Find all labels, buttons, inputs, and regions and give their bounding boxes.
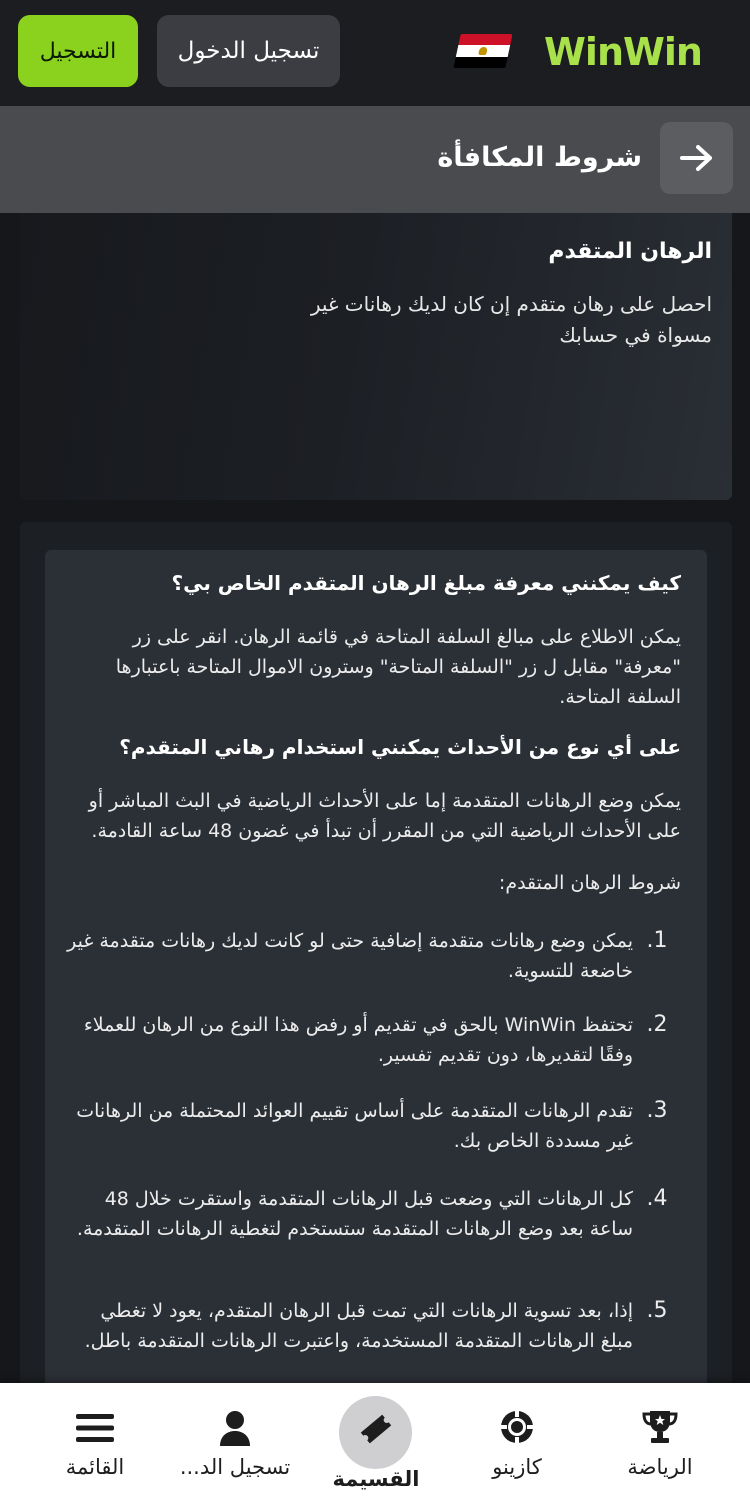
list-item: 5. إذا، بعد تسوية الرهانات التي تمت قبل الرهان المتقدم، يعود لا تغطي مبلغ الرهانات المتقدمة المستخدمة، واعتبرت الرهانات المتقدمة باطل. bbox=[84, 1298, 668, 1352]
nav-item-menu[interactable] bbox=[45, 1383, 145, 1500]
nav-item-casino[interactable] bbox=[467, 1383, 567, 1500]
nav-item-betslip[interactable] bbox=[321, 1383, 431, 1500]
list-item: 3. تقدم الرهانات المتقدمة على أساس تقييم العوائد المحتملة من الرهانات غير مسددة الخاص بك. bbox=[76, 1098, 668, 1152]
intro-heading: الرهان المتقدم bbox=[548, 239, 712, 264]
trophy-icon bbox=[640, 1407, 680, 1447]
nav-label-sports: الرياضة bbox=[627, 1455, 693, 1479]
poker-chip-icon bbox=[499, 1409, 535, 1445]
faq-answer-2: يمكن وضع الرهانات المتقدمة إما على الأحداث الرياضية في البث المباشر أو على الأحداث الرياضية التي من المقرر أن تبدأ في غضون 48 ساعة القادمة. bbox=[88, 790, 681, 842]
list-item: 1. يمكن وضع رهانات متقدمة إضافية حتى لو كانت لديك رهانات متقدمة غير خاضعة للتسوية. bbox=[67, 928, 668, 982]
winwin-logo[interactable]: WinWin bbox=[544, 30, 702, 74]
nav-label-betslip: القسيمة bbox=[332, 1467, 420, 1491]
login-button[interactable]: تسجيل الدخول bbox=[157, 15, 340, 87]
page-title: شروط المكافأة bbox=[437, 142, 642, 173]
nav-label-menu: القائمة bbox=[65, 1455, 125, 1479]
nav-label-casino: كازينو bbox=[492, 1455, 542, 1479]
egypt-flag-icon[interactable] bbox=[453, 34, 512, 68]
register-button[interactable]: التسجيل bbox=[18, 15, 138, 87]
faq-question-1: كيف يمكنني معرفة مبلغ الرهان المتقدم الخاص بي؟ bbox=[171, 571, 681, 595]
nav-item-sports[interactable] bbox=[610, 1383, 710, 1500]
menu-icon bbox=[76, 1413, 114, 1443]
list-item: 4. كل الرهانات التي وضعت قبل الرهانات المتقدمة واستقرت خلال 48 ساعة بعد وضع الرهانات المتقدمة ستستخدم لتغطية الرهانات المتقدمة. bbox=[76, 1186, 668, 1240]
list-item: 2. تحتفظ WinWin بالحق في تقديم أو رفض هذا النوع من الرهان للعملاء وفقًا لتقديرها، دون تقديم تفسير. bbox=[83, 1012, 668, 1066]
ticket-icon bbox=[358, 1411, 394, 1447]
faq-answer-1: يمكن الاطلاع على مبالغ السلفة المتاحة في قائمة الرهان. انقر على زر "معرفة" مقابل ل زر "السلفة المتاحة" وسترون الاموال المتاحة باعتبارها السلفة المتاحة. bbox=[115, 626, 681, 708]
intro-card bbox=[20, 213, 732, 500]
terms-heading: شروط الرهان المتقدم: bbox=[498, 872, 681, 894]
faq-question-2: على أي نوع من الأحداث يمكنني استخدام رهاني المتقدم؟ bbox=[119, 735, 681, 759]
nav-label-login: تسجيل الد... bbox=[179, 1455, 291, 1479]
nav-item-login[interactable] bbox=[170, 1383, 300, 1500]
intro-body: احصل على رهان متقدم إن كان لديك رهانات غير مسواة في حسابك bbox=[310, 292, 712, 347]
user-icon bbox=[217, 1409, 253, 1447]
faq-panel bbox=[45, 550, 707, 1400]
arrow-right-icon bbox=[680, 144, 714, 172]
back-button[interactable] bbox=[660, 122, 733, 194]
